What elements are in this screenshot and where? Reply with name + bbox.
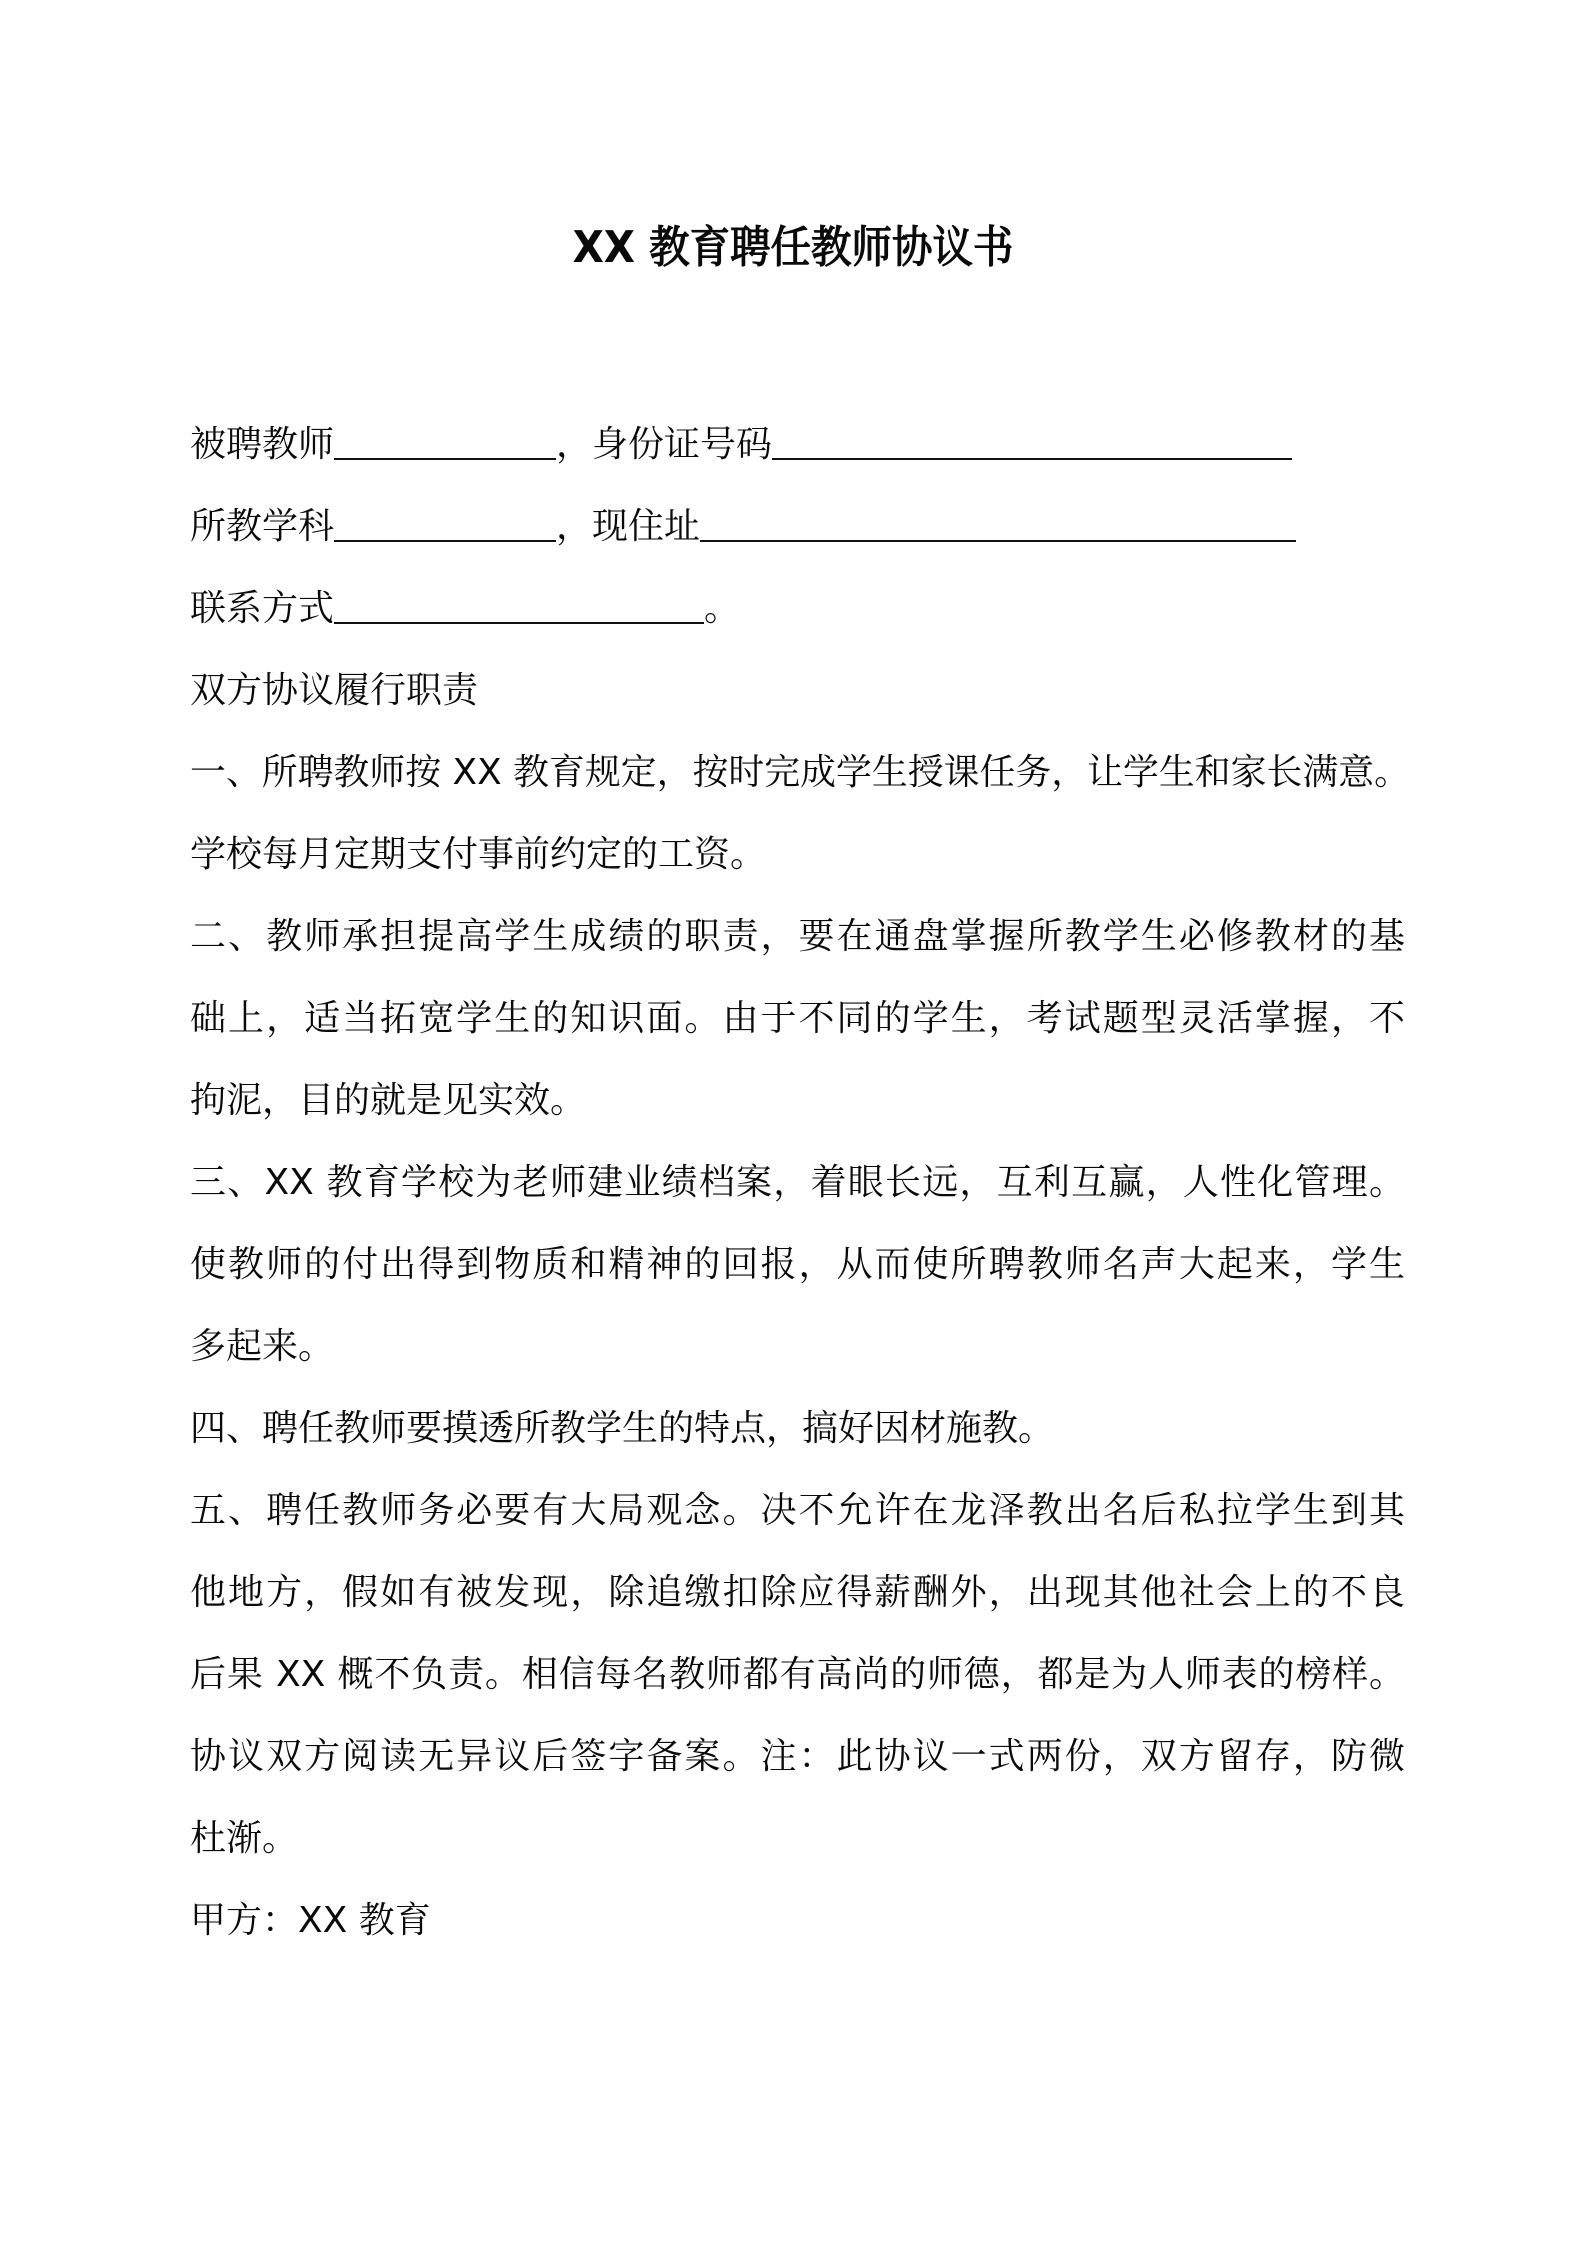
clause-2-line-1: 二、教师承担提高学生成绩的职责，要在通盘掌握所教学生必修教材的基: [190, 916, 1405, 957]
clause-line: [190, 1224, 1410, 1306]
clause-4: [190, 1388, 1410, 1470]
field-line-subject-address: [190, 486, 1410, 568]
clause-1-line-1: 一、所聘教师按 XX 教育规定，按时完成学生授课任务，让学生和家长满意。: [190, 752, 1410, 793]
clause-5: [190, 1470, 1410, 1716]
subject-blank[interactable]: [334, 539, 556, 542]
closing-line-1: 协议双方阅读无异议后签字备案。注：此协议一式两份，双方留存，防微: [190, 1736, 1405, 1777]
teacher-label: 被聘教师: [190, 424, 335, 465]
clause-1: [190, 732, 1410, 896]
clause-line: 四、聘任教师要摸透所教学生的特点，搞好因材施教。: [190, 1408, 1055, 1449]
contact-period: 。: [704, 588, 741, 629]
clause-5-line-2: 他地方，假如有被发现，除追缴扣除应得薪酬外，出现其他社会上的不良: [190, 1572, 1405, 1613]
document-body: [190, 404, 1410, 1962]
clause-line: [190, 978, 1410, 1060]
clause-5-line-3: 后果 XX 概不负责。相信每名教师都有高尚的师德，都是为人师表的榜样。: [190, 1654, 1405, 1695]
id-number-label: ，身份证号码: [556, 424, 773, 465]
document-title: XX 教育聘任教师协议书: [572, 222, 1014, 273]
field-line-teacher-id: [190, 404, 1410, 486]
contact-label: 联系方式: [190, 588, 335, 629]
clause-3: [190, 1142, 1410, 1388]
section-heading: 双方协议履行职责: [190, 670, 479, 711]
address-label: ，现住址: [556, 506, 701, 547]
clause-line: [190, 1634, 1410, 1716]
closing-line: [190, 1716, 1410, 1798]
clause-line: [190, 1470, 1410, 1552]
closing-note: [190, 1716, 1410, 1880]
subject-label: 所教学科: [190, 506, 335, 547]
clause-line: [190, 732, 1410, 814]
party-a-signature: 甲方：XX 教育: [190, 1900, 431, 1941]
clause-5-line-1: 五、聘任教师务必要有大局观念。决不允许在龙泽教出名后私拉学生到其: [190, 1490, 1405, 1531]
field-line-contact: [190, 568, 1410, 650]
teacher-name-blank[interactable]: [334, 457, 556, 460]
clause-2: [190, 896, 1410, 1142]
clause-line: [190, 896, 1410, 978]
address-blank[interactable]: [700, 539, 1296, 542]
clause-line: [190, 1552, 1410, 1634]
clause-2-line-2: 础上，适当拓宽学生的知识面。由于不同的学生，考试题型灵活掌握，不: [190, 998, 1405, 1039]
contact-blank[interactable]: [334, 621, 704, 624]
clause-line: 拘泥，目的就是见实效。: [190, 1080, 587, 1121]
clause-3-line-2: 使教师的付出得到物质和精神的回报，从而使所聘教师名声大起来，学生: [190, 1244, 1405, 1285]
clause-line: [190, 1142, 1410, 1224]
clause-line: 多起来。: [190, 1326, 335, 1367]
clause-3-line-1: 三、XX 教育学校为老师建业绩档案，着眼长远，互利互赢，人性化管理。: [190, 1162, 1405, 1203]
clause-line: 学校每月定期支付事前约定的工资。: [190, 834, 767, 875]
closing-line: 杜渐。: [190, 1818, 299, 1859]
id-number-blank[interactable]: [772, 457, 1292, 460]
